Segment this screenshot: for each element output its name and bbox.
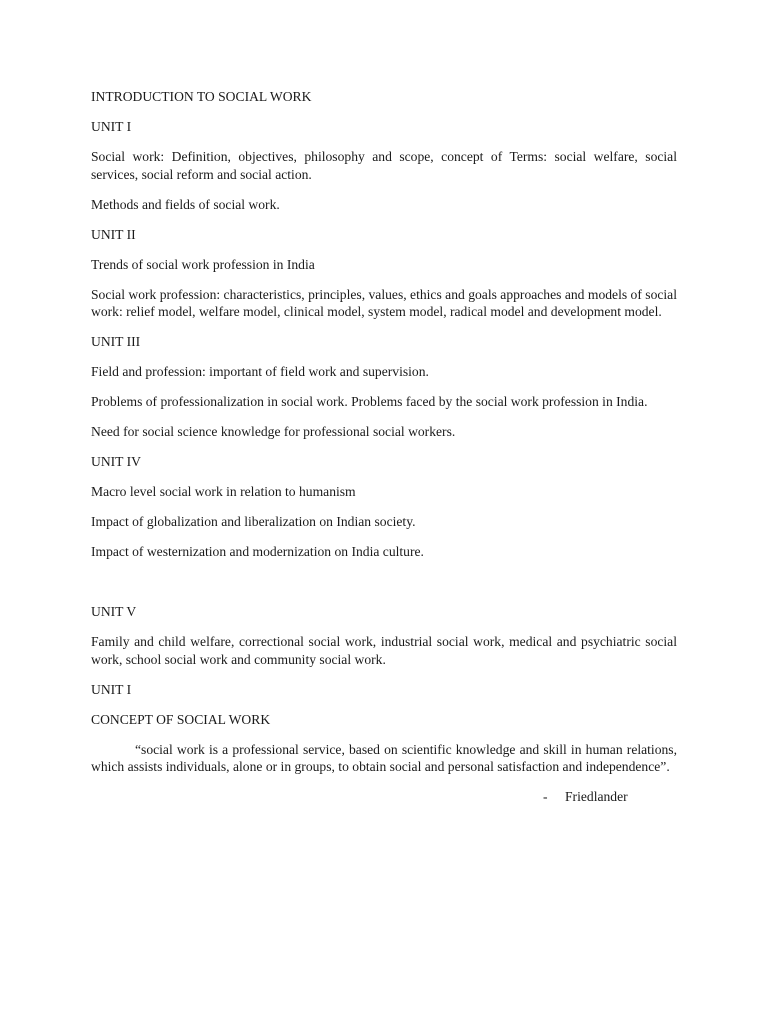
- paragraph: Social work profession: characteristics, principles, values, ethics and goals approaches and models of social work: relief model, welfare model, clinical model, system model, radical model and development model.: [91, 286, 677, 319]
- paragraph: Field and profession: important of field work and supervision.: [91, 364, 429, 379]
- paragraph: Impact of globalization and liberalization on Indian society.: [91, 514, 416, 529]
- document-body: [91, 88, 677, 806]
- unit-heading: UNIT III: [91, 334, 141, 349]
- section-title: CONCEPT OF SOCIAL WORK: [91, 711, 271, 727]
- paragraph: Problems of professionalization in social work. Problems faced by the social work profession in India.: [91, 394, 648, 409]
- unit-heading: UNIT I: [91, 119, 132, 134]
- paragraph: Methods and fields of social work.: [91, 196, 280, 212]
- paragraph: Macro level social work in relation to humanism: [91, 484, 356, 499]
- unit-heading: UNIT I: [91, 681, 132, 697]
- paragraph: Family and child welfare, correctional social work, industrial social work, medical and psychiatric social work, school social work and community social work.: [91, 634, 677, 667]
- definition-quote: “social work is a professional service, based on scientific knowledge and skill in human relations, which assists individuals, alone or in groups, to obtain social and personal satisfaction and independence”.: [91, 741, 677, 774]
- paragraph: Need for social science knowledge for professional social workers.: [91, 424, 456, 439]
- unit-heading: UNIT II: [91, 226, 136, 242]
- attribution-dash: -: [543, 789, 548, 804]
- blank-line: [91, 573, 677, 603]
- document-title: INTRODUCTION TO SOCIAL WORK: [91, 89, 312, 104]
- paragraph: Social work: Definition, objectives, philosophy and scope, concept of Terms: social welfare, social services, social reform and social action.: [91, 149, 677, 182]
- quote-attribution: [91, 788, 677, 806]
- unit-heading: UNIT V: [91, 604, 137, 619]
- attribution-name: Friedlander: [565, 789, 628, 804]
- paragraph: Impact of westernization and modernization on India culture.: [91, 544, 424, 559]
- paragraph: Trends of social work profession in India: [91, 256, 315, 272]
- unit-heading: UNIT IV: [91, 454, 141, 469]
